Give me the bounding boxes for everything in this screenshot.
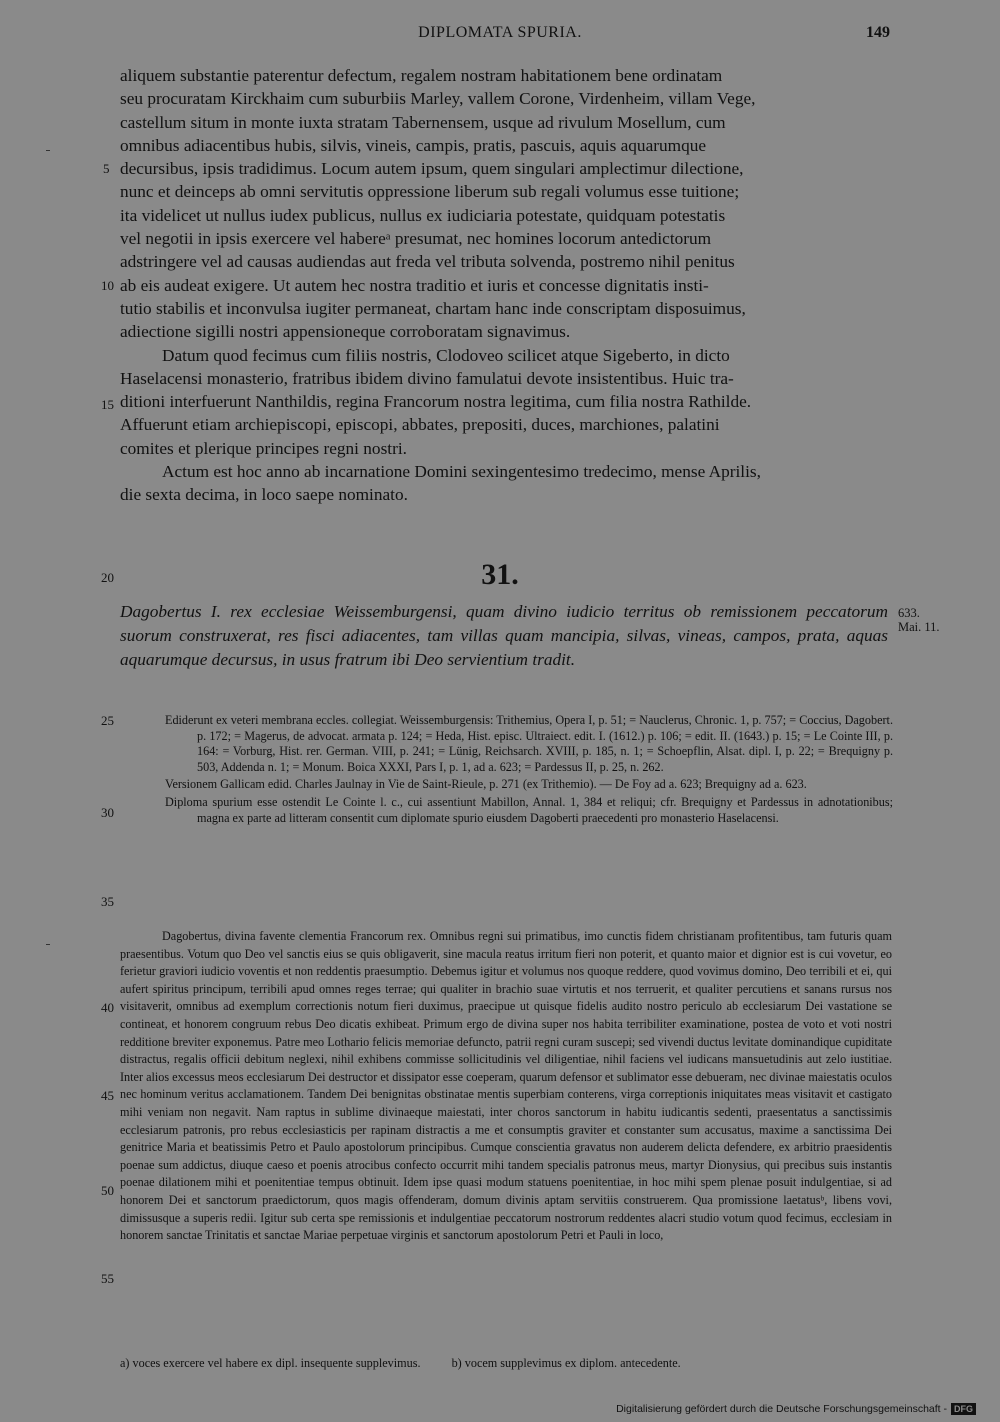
margin-mark (46, 150, 50, 151)
text-line: castellum situm in monte iuxta stratam Tabernensem, usque ad rivulum Mosellum, cum (120, 112, 726, 132)
text-line: ita videlicet ut nullus iudex publicus, nullus ex iudiciaria potestate, quidquam potestatis (120, 205, 726, 225)
footer-text: Digitalisierung gefördert durch die Deutsche Forschungsgemeinschaft - (616, 1403, 947, 1415)
charter-text (120, 928, 892, 1245)
footnote-a: a) voces exercere vel habere ex dipl. insequente supplevimus. (120, 1356, 421, 1370)
date-note (898, 606, 940, 634)
text-line: Actum est hoc anno ab incarnatione Domini sexingentesimo tredecimo, mense Aprilis, (162, 462, 761, 482)
line-number: 40 (101, 1000, 114, 1015)
text-line: ditioni interfuerunt Nanthildis, regina Francorum nostra legitima, cum filia nostra Rathilde. (120, 392, 752, 412)
text-line: tutio stabilis et inconvulsa iugiter permaneat, chartam hanc inde conscriptam disposuimus, (120, 298, 746, 318)
text-line: comites et plerique principes regni nostri. (120, 438, 407, 458)
document-summary: Dagobertus I. rex ecclesiae Weissemburgensi, quam divino iudicio territus ob remissionem peccatorum suorum construxerat, res fisci adiacentes, tam villas quam mancipia, silvas, vineas, campos, prata, aquas aquarumque decursus, in usus fratrum ibi Deo servientium tradit. (120, 602, 888, 669)
running-header: DIPLOMATA SPURIA. (418, 24, 582, 41)
text-line: omnibus adiacentibus hubis, silvis, vineis, campis, pratis, pascuis, aquis aquarumque (120, 135, 707, 155)
dfg-logo: DFG (951, 1403, 976, 1415)
line-number: 5 (103, 161, 110, 176)
line-number: 20 (101, 570, 114, 585)
text-line: decursibus, ipsis tradidimus. Locum autem ipsum, quem singulari amplectimur dilectione, (120, 159, 744, 179)
line-number: 35 (101, 894, 114, 909)
text-line: vel negotii in ipsis exercere vel habereᵃ presumat, nec homines locorum antedictorum (120, 229, 712, 249)
document-number: 31. (481, 558, 519, 591)
page-number: 149 (866, 24, 890, 41)
continued-charter-text (120, 64, 888, 507)
text-line: adiectione sigilli nostri appensioneque corroboratam signavimus. (120, 322, 571, 342)
text-line: ab eis audeat exigere. Ut autem hec nostra traditio et iuris et concesse dignitatis insti- (120, 275, 709, 295)
text-line: die sexta decima, in loco saepe nominato. (120, 485, 408, 505)
text-line: Haselacensi monasterio, fratribus ibidem divino famulatui devote insistentibus. Huic tra- (120, 368, 734, 388)
text-line: aliquem substantie paterentur defectum, regalem nostram habitationem bene ordinatam (120, 66, 723, 85)
text-line: adstringere vel ad causas audiendas aut freda vel tributa solvenda, postremo nihil penitus (120, 252, 735, 272)
line-number: 15 (101, 397, 114, 412)
line-number: 55 (101, 1271, 114, 1286)
footer (616, 1403, 976, 1415)
authenticity-note: Diploma spurium esse ostendit Le Cointe l. c., cui assentiunt Mabillon, Annal. 1, 384 et reliqui; cfr. Brequigny et Pardessus in adnotationibus; magna ex parte ad litteram consentit cum diplomate spurio eiusdem Dagoberti praecedenti pro monasterio Haselacensi. (165, 794, 893, 825)
footnote-b: b) vocem supplevimus ex diplom. antecedente. (451, 1356, 681, 1370)
date-day: Mai. 11. (898, 620, 940, 634)
date-year: 633. (898, 606, 920, 620)
margin-mark (46, 944, 50, 945)
text-line: seu procuratam Kirckhaim cum suburbiis Marley, vallem Corone, Virdenheim, villam Vege, (120, 89, 756, 109)
text-line: Affuerunt etiam archiepiscopi, episcopi, abbates, prepositi, duces, marchiones, palatini (120, 415, 720, 435)
editorial-notes (165, 713, 893, 828)
footnotes (120, 1356, 892, 1371)
line-number: 25 (101, 713, 114, 728)
line-number: 10 (101, 278, 114, 293)
charter-paragraph: Dagobertus, divina favente clementia Francorum rex. Omnibus regni sui primatibus, imo cunctis fidem christianam profitentibus, tam futuris quam praesentibus. Votum quo Deo vel sanctis eius se quis obligaverit, sine macula reatus irritum fieri non poterit, et quanto maior et dignior est is cui vovetur, eo ferietur graviori iudicio voventis et non reddentis praesumptio. Debemus igitur et volumus nos quoque reddere, quod vovimus domino, Deo terribili et ei, qui aufert spiritus principum, terribili apud omnes reges terrae; qui qualiter in brachio suae virtutis et nos terruerit, et qualiter percutiens et sanans rursus nos visitaverit, omnibus ad exemplum correctionis notum fieri duximus, praecipue ut quisque fidelis audito nostro periculo ab ecclesiarum Dei vastatione se contineat, et honorem congruum rebus Deo dicatis exhibeat. Primum ergo de divina super nos habita terribiliter examinatione, postea de voto et voti nostri redditione breviter exponemus. Patre meo Lothario felicis memoriae defuncto, patrii regni curam suscepi; sed vivendi ductus levitate dominandique cupiditate distractus, regalis officii debitum neglexi, nihil exhibens commisse sollicitudinis vel diligentiae, nihil faciens vel iudicans mansuetudinis aut zelo iustitiae. Inter alios excessus meos ecclesiarum Dei destructor et dissipator esse coeperam, quarum defensor et sublimator esse debueram, nec divinae maiestatis oculos nec hominum veritus acclamationem. Tandem Dei benignitas obstinatae mentis superbiam conterens, virga correptionis iniquitates meas visitavit et castigato mihi veniam non negavit. Nam raptus in sublime divinaeque maiestati, inter choros sanctorum in habitu iudicantis sedenti, praesentatus a sanctissimis ecclesiarum patronis, pro rebus ecclesiasticis per rapinam distractis a me et consumptis graviter et constanter sum accusatus, maxime a sanctissima Dei genitrice Maria et beatissimis Petro et Paulo apostolorum principibus. Cumque conscientia gravatus non auderem delicta defendere, ex arbitrio praesidentis poenae sum addictus, diuque caeso et poenis atrocibus confecto occurrit mihi tandem specialis patronus meus, martyr Dionysius, qui precibus suis instantis poenae dilationem mihi et poenitentiae tempus obtinuit. Idem ipse quasi modum statuens poenitentiae, in hoc mihi spem plenae posuit indulgentiae, si ad honorem Dei et sanctorum praedictorum, quos magis offenderam, domum divinis aptam servitiis construerem. Qua promissione laetatusᵇ, libens vovi, dimissusque a superis redii. Igitur sub certa spe remissionis et indulgentiae peccatorum nostrorum reddentes alacri studio votum quod fecimus, ecclesiam in honorem sanctae Trinitatis et sanctae Mariae perpetuae virginis et sanctorum apostolorum Petri et Pauli in loco, (120, 929, 892, 1243)
line-number: 50 (101, 1183, 114, 1198)
edition-note: Ediderunt ex veteri membrana eccles. collegiat. Weissemburgensis: Trithemius, Opera I, p. 51; = Nauclerus, Chronic. 1, p. 757; = Coccius, Dagobert. p. 172; = Magerus, de advocat. armata p. 124; = Heda, Hist. episc. Ultraiect. edit. I. (1612.) p. 106; = edit. II. (1643.) p. 15; = Le Cointe III, p. 164: = Vorburg, Hist. rer. German. VIII, p. 241; = Lünig, Reichsarch. XVIII, p. 185, n. 1; = Schoepflin, Alsat. dipl. I, p. 22; = Brequigny p. 503, Addenda n. 1; = Monum. Boica XXXI, Pars I, p. 1, ad a. 623; = Pardessus II, p. 25, n. 262. (165, 713, 893, 774)
text-line: Datum quod fecimus cum filiis nostris, Clodoveo scilicet atque Sigeberto, in dicto (162, 345, 730, 365)
text-line: nunc et deinceps ab omni servitutis oppressione liberum sub regali volumus esse tuitione; (120, 182, 740, 202)
line-number: 30 (101, 805, 114, 820)
translation-note: Versionem Gallicam edid. Charles Jaulnay in Vie de Saint-Rieule, p. 271 (ex Trithemio). — De Foy ad a. 623; Brequigny ad a. 623. (165, 777, 807, 792)
line-number: 45 (101, 1088, 114, 1103)
